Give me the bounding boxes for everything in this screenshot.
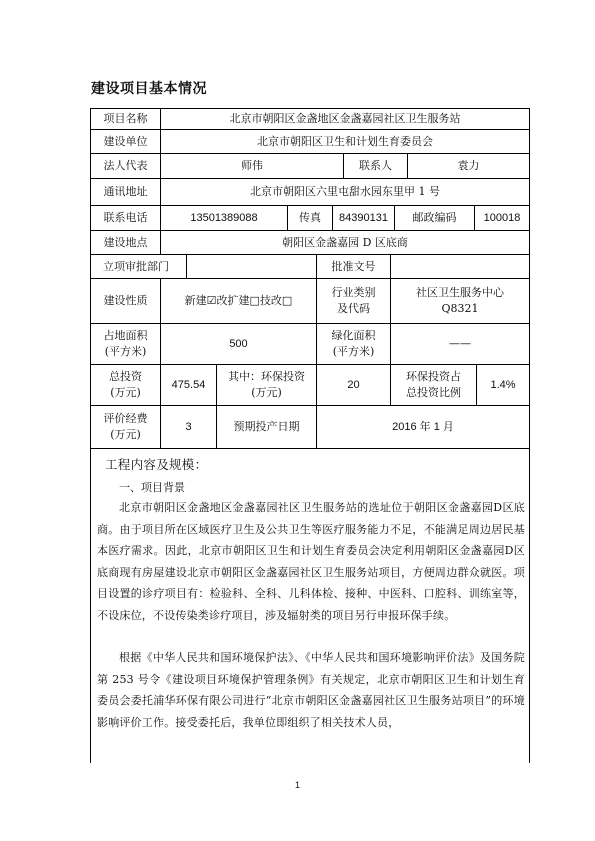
invest-value: 475.54	[161, 365, 217, 406]
sub-heading: 一、项目背景	[119, 481, 185, 494]
paragraph-background: 北京市朝阳区金盏地区金盏嘉园社区卫生服务站的选址位于朝阳区金盏嘉园D区底商。由于项目所在区域医疗卫生及公共卫生等医疗服务能力不足，不能满足周边居民基本医疗需求。因此，北京市朝阳区卫生和计划生育委员会决定利用朝阳区金盏嘉园D区底商现有房屋建设北京市朝阳区金盏嘉园社区卫生服务站项目，方便周边群众就医。项目设置的诊疗项目有：检验科、全科、儿科体检、接种、中医科、口腔科、训练室等，不设床位，不设传染类诊疗项目，涉及辐射类的项目另行申报环保手续。	[97, 501, 525, 622]
eval-fee-value: 3	[161, 406, 217, 449]
postcode-value: 100018	[475, 206, 529, 231]
approval-dept-value	[187, 255, 317, 279]
eval-fee-label: 评价经费 (万元)	[91, 406, 161, 449]
start-date-value: 2016 年 1 月	[317, 406, 529, 449]
fax-label: 传真	[288, 206, 333, 231]
env-ratio-value: 1.4%	[477, 365, 529, 406]
approval-no-value	[391, 255, 529, 279]
nature-label: 建设性质	[91, 279, 161, 324]
industry-value: 社区卫生服务中心 Q8321	[391, 279, 529, 324]
site-label: 建设地点	[91, 231, 161, 255]
env-ratio-label: 环保投资占 总投资比例	[391, 365, 477, 406]
approval-no-label: 批准文号	[317, 255, 391, 279]
address-value: 北京市朝阳区六里屯甜水园东里甲 1 号	[161, 179, 529, 206]
green-value: ——	[391, 324, 529, 365]
area-value: 500	[161, 324, 317, 365]
nature-value: 新建☑改扩建□技改□	[161, 279, 317, 324]
phone-label: 联系电话	[91, 206, 161, 231]
invest-label: 总投资 (万元)	[91, 365, 161, 406]
legal-rep-value: 师伟	[161, 154, 344, 179]
section-heading: 工程内容及规模：	[105, 457, 208, 472]
page-number: 1	[294, 780, 300, 790]
project-name-value: 北京市朝阳区金盏地区金盏嘉园社区卫生服务站	[161, 109, 529, 130]
env-invest-value: 20	[317, 365, 391, 406]
industry-label: 行业类别 及代码	[317, 279, 391, 324]
builder-value: 北京市朝阳区卫生和计划生育委员会	[161, 130, 529, 154]
basic-info-table	[90, 108, 530, 763]
green-label: 绿化面积 (平方米)	[317, 324, 391, 365]
address-label: 通讯地址	[91, 179, 161, 206]
phone-value: 13501389088	[161, 206, 288, 231]
contact-value: 袁力	[408, 154, 529, 179]
contact-label: 联系人	[344, 154, 408, 179]
area-label: 占地面积 (平方米)	[91, 324, 161, 365]
env-invest-label: 其中：环保投资 (万元)	[217, 365, 317, 406]
approval-dept-label: 立项审批部门	[91, 255, 187, 279]
site-value: 朝阳区金盏嘉园 D 区底商	[161, 231, 529, 255]
legal-rep-label: 法人代表	[91, 154, 161, 179]
paragraph-regulation: 根据《中华人民共和国环境保护法》、《中华人民共和国环境影响评价法》及国务院第 253 号令《建设项目环境保护管理条例》有关规定，北京市朝阳区卫生和计划生育委员会委托浦华环保有限公司进行“北京市朝阳区金盏嘉园社区卫生服务站项目”的环境影响评价工作。接受委托后，我单位即组织了相关技术人员，	[97, 651, 525, 729]
builder-label: 建设单位	[91, 130, 161, 154]
document-title: 建设项目基本情况	[91, 81, 207, 97]
fax-value: 84390131	[333, 206, 395, 231]
project-name-label: 项目名称	[91, 109, 161, 130]
postcode-label: 邮政编码	[395, 206, 475, 231]
start-date-label: 预期投产日期	[217, 406, 317, 449]
